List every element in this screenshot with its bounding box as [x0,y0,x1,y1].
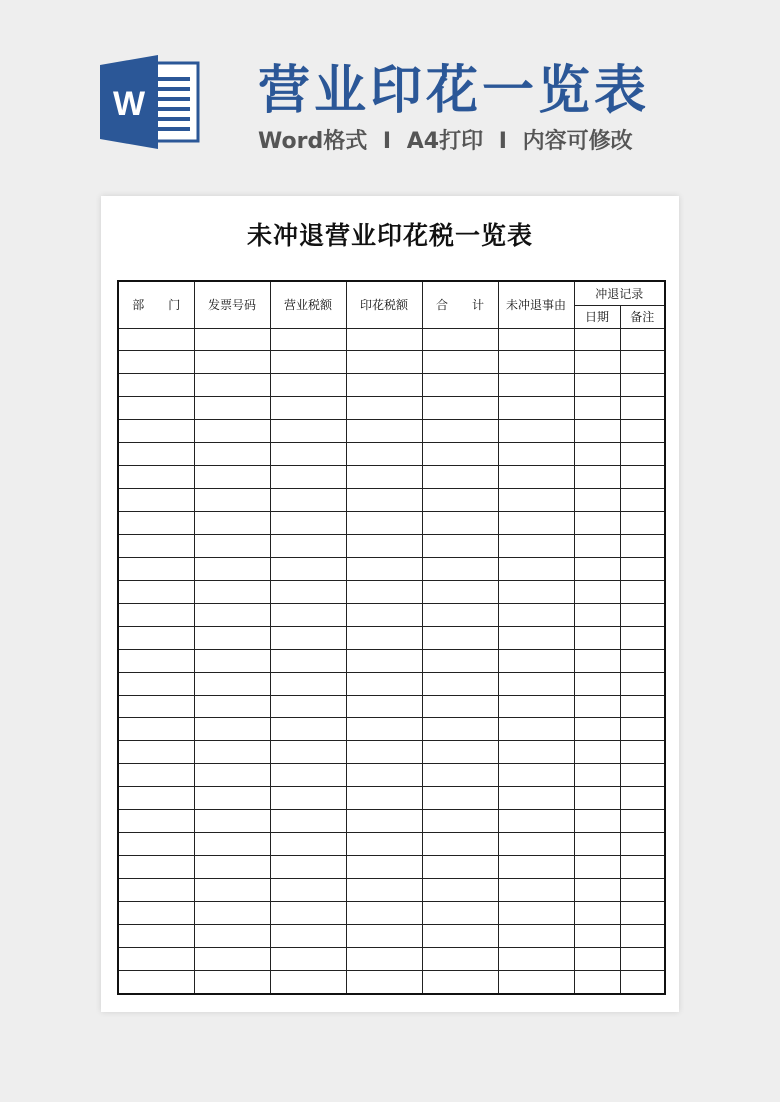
table-cell[interactable] [194,833,270,856]
table-cell[interactable] [422,856,498,879]
table-cell[interactable] [620,695,665,718]
table-cell[interactable] [346,970,422,994]
table-cell[interactable] [118,856,194,879]
table-row [118,466,665,489]
table-cell[interactable] [574,741,620,764]
table-cell[interactable] [118,787,194,810]
table-cell[interactable] [194,443,270,466]
table-cell[interactable] [118,466,194,489]
table-cell[interactable] [498,466,574,489]
document-page [101,196,679,1012]
table-cell[interactable] [270,833,346,856]
table-cell[interactable] [118,649,194,672]
table-cell[interactable] [346,810,422,833]
table-cell[interactable] [574,626,620,649]
table-cell[interactable] [620,924,665,947]
table-cell[interactable] [574,856,620,879]
table-cell[interactable] [118,489,194,512]
table-cell[interactable] [346,672,422,695]
table-cell[interactable] [498,351,574,374]
table-cell[interactable] [346,649,422,672]
table-cell[interactable] [498,901,574,924]
table-cell[interactable] [194,810,270,833]
table-row [118,833,665,856]
table-cell[interactable] [422,970,498,994]
table-cell[interactable] [346,351,422,374]
table-cell[interactable] [574,879,620,902]
table-cell[interactable] [118,512,194,535]
table-body [118,328,665,994]
table-row [118,649,665,672]
table-cell[interactable] [620,534,665,557]
table-cell[interactable] [498,741,574,764]
table-cell[interactable] [498,557,574,580]
table-cell[interactable] [346,787,422,810]
table-cell[interactable] [194,879,270,902]
table-cell[interactable] [118,672,194,695]
table-cell[interactable] [346,924,422,947]
table-cell[interactable] [620,901,665,924]
table-cell[interactable] [194,534,270,557]
table-cell[interactable] [194,466,270,489]
table-cell[interactable] [498,420,574,443]
table-cell[interactable] [270,420,346,443]
table-cell[interactable] [118,626,194,649]
table-cell[interactable] [498,603,574,626]
table-cell[interactable] [574,718,620,741]
table-cell[interactable] [498,443,574,466]
table-cell[interactable] [498,879,574,902]
table-cell[interactable] [498,833,574,856]
table-cell[interactable] [620,856,665,879]
table-cell[interactable] [270,787,346,810]
table-cell[interactable] [620,328,665,351]
col-header-remark: 备注 [620,305,665,328]
table-cell[interactable] [118,328,194,351]
table-cell[interactable] [422,901,498,924]
table-row [118,580,665,603]
table-cell[interactable] [498,489,574,512]
table-cell[interactable] [498,718,574,741]
table-cell[interactable] [270,534,346,557]
table-cell[interactable] [270,970,346,994]
table-cell[interactable] [422,787,498,810]
table-cell[interactable] [270,718,346,741]
table-cell[interactable] [270,947,346,970]
table-cell[interactable] [574,420,620,443]
table-cell[interactable] [346,718,422,741]
table-cell[interactable] [118,695,194,718]
table-cell[interactable] [620,443,665,466]
table-cell[interactable] [620,351,665,374]
table-cell[interactable] [346,557,422,580]
table-cell[interactable] [118,970,194,994]
subtitle-format: Word格式 [258,129,368,154]
table-cell[interactable] [422,512,498,535]
table-row [118,718,665,741]
table-cell[interactable] [620,512,665,535]
table-cell[interactable] [346,397,422,420]
table-cell[interactable] [346,856,422,879]
table-cell[interactable] [620,649,665,672]
table-cell[interactable] [574,649,620,672]
table-cell[interactable] [118,901,194,924]
table-cell[interactable] [620,718,665,741]
col-header-reason: 未冲退事由 [498,281,574,328]
table-cell[interactable] [574,764,620,787]
table-cell[interactable] [422,649,498,672]
table-row [118,351,665,374]
table-cell[interactable] [270,856,346,879]
table-cell[interactable] [346,741,422,764]
table-cell[interactable] [194,901,270,924]
table-cell[interactable] [620,397,665,420]
table-cell[interactable] [346,489,422,512]
table-cell[interactable] [574,810,620,833]
table-cell[interactable] [194,489,270,512]
table-cell[interactable] [620,420,665,443]
table-cell[interactable] [620,672,665,695]
table-cell[interactable] [422,947,498,970]
table-cell[interactable] [194,580,270,603]
page-subtitle [258,124,633,155]
table-cell[interactable] [574,374,620,397]
col-header-refund-record: 冲退记录 [574,281,665,305]
page-title: 营业印花一览表 [258,61,651,121]
table-cell[interactable] [346,901,422,924]
table-cell[interactable] [346,466,422,489]
table-row [118,626,665,649]
table-row [118,443,665,466]
table-cell[interactable] [118,351,194,374]
table-cell[interactable] [194,649,270,672]
col-header-stamp-tax: 印花税额 [346,281,422,328]
table-row [118,970,665,994]
table-cell[interactable] [498,534,574,557]
table-cell[interactable] [270,695,346,718]
table-cell[interactable] [194,787,270,810]
table-cell[interactable] [118,833,194,856]
table-cell[interactable] [194,924,270,947]
subtitle-separator: I [382,129,392,154]
table-cell[interactable] [620,580,665,603]
col-header-date: 日期 [574,305,620,328]
table-cell[interactable] [498,328,574,351]
table-cell[interactable] [346,534,422,557]
table-cell[interactable] [118,603,194,626]
table-cell[interactable] [620,879,665,902]
table-cell[interactable] [194,397,270,420]
table-cell[interactable] [346,603,422,626]
table-cell[interactable] [498,924,574,947]
table-cell[interactable] [194,420,270,443]
col-header-business-tax: 营业税额 [270,281,346,328]
table-row [118,420,665,443]
table-row [118,764,665,787]
table-cell[interactable] [270,901,346,924]
table-cell[interactable] [498,787,574,810]
table-cell[interactable] [574,580,620,603]
table-cell[interactable] [270,672,346,695]
table-cell[interactable] [118,947,194,970]
tax-table [117,280,666,995]
table-cell[interactable] [620,489,665,512]
table-cell[interactable] [574,397,620,420]
table-cell[interactable] [346,947,422,970]
table-cell[interactable] [498,626,574,649]
table-cell[interactable] [498,970,574,994]
table-cell[interactable] [270,374,346,397]
table-cell[interactable] [118,924,194,947]
table-row [118,328,665,351]
header [0,0,780,190]
table-cell[interactable] [194,718,270,741]
table-cell[interactable] [422,466,498,489]
table-cell[interactable] [270,924,346,947]
table-cell[interactable] [346,328,422,351]
table-row [118,947,665,970]
table-cell[interactable] [620,833,665,856]
table-row [118,787,665,810]
table-cell[interactable] [346,626,422,649]
table-cell[interactable] [574,924,620,947]
table-cell[interactable] [574,557,620,580]
table-cell[interactable] [194,626,270,649]
table-cell[interactable] [422,397,498,420]
table-cell[interactable] [422,741,498,764]
table-cell[interactable] [422,879,498,902]
table-cell[interactable] [118,443,194,466]
table-cell[interactable] [194,970,270,994]
table-cell[interactable] [194,672,270,695]
table-cell[interactable] [270,443,346,466]
col-header-invoice-number: 发票号码 [194,281,270,328]
table-cell[interactable] [574,695,620,718]
table-cell[interactable] [194,603,270,626]
table-cell[interactable] [574,970,620,994]
table-cell[interactable] [620,970,665,994]
table-cell[interactable] [270,603,346,626]
table-cell[interactable] [498,580,574,603]
table-cell[interactable] [346,695,422,718]
table-row [118,603,665,626]
table-cell[interactable] [118,534,194,557]
table-cell[interactable] [422,718,498,741]
table-cell[interactable] [270,351,346,374]
table-row [118,672,665,695]
table-cell[interactable] [620,626,665,649]
table-cell[interactable] [574,466,620,489]
table-cell[interactable] [574,512,620,535]
table-cell[interactable] [422,580,498,603]
table-cell[interactable] [118,374,194,397]
table-cell[interactable] [346,833,422,856]
table-cell[interactable] [118,741,194,764]
table-cell[interactable] [422,764,498,787]
table-cell[interactable] [620,466,665,489]
table-cell[interactable] [574,534,620,557]
table-cell[interactable] [270,879,346,902]
table-cell[interactable] [346,512,422,535]
logo-letter: W [112,85,146,123]
table-cell[interactable] [118,879,194,902]
table-cell[interactable] [194,856,270,879]
table-cell[interactable] [194,328,270,351]
col-header-department: 部 门 [118,281,194,328]
table-cell[interactable] [346,420,422,443]
table-cell[interactable] [498,810,574,833]
table-cell[interactable] [620,603,665,626]
table-cell[interactable] [620,947,665,970]
table-cell[interactable] [422,833,498,856]
table-cell[interactable] [620,557,665,580]
table-cell[interactable] [422,810,498,833]
table-cell[interactable] [194,351,270,374]
table-cell[interactable] [498,649,574,672]
table-cell[interactable] [620,741,665,764]
table-row [118,924,665,947]
table-cell[interactable] [498,672,574,695]
table-cell[interactable] [270,489,346,512]
table-cell[interactable] [270,764,346,787]
table-row [118,374,665,397]
table-cell[interactable] [498,947,574,970]
table-cell[interactable] [422,443,498,466]
subtitle-separator: I [498,129,507,154]
table-cell[interactable] [270,466,346,489]
table-cell[interactable] [194,741,270,764]
table-cell[interactable] [270,512,346,535]
table-cell[interactable] [422,924,498,947]
table-row [118,695,665,718]
table-cell[interactable] [194,764,270,787]
table-cell[interactable] [346,764,422,787]
table-cell[interactable] [574,443,620,466]
table-cell[interactable] [574,328,620,351]
table-cell[interactable] [620,764,665,787]
table-cell[interactable] [270,741,346,764]
table-cell[interactable] [194,512,270,535]
table-row [118,557,665,580]
table-row [118,901,665,924]
table-cell[interactable] [270,810,346,833]
table-cell[interactable] [620,374,665,397]
subtitle-editable: 内容可修改 [522,129,633,154]
table-row [118,879,665,902]
table-cell[interactable] [620,787,665,810]
table-cell[interactable] [346,443,422,466]
table-cell[interactable] [270,626,346,649]
table-cell[interactable] [498,397,574,420]
table-cell[interactable] [118,718,194,741]
table-row [118,856,665,879]
table-cell[interactable] [422,489,498,512]
subtitle-print: A4打印 [406,129,484,154]
table-cell[interactable] [574,672,620,695]
table-cell[interactable] [270,649,346,672]
table-cell[interactable] [620,810,665,833]
table-cell[interactable] [346,879,422,902]
table-cell[interactable] [194,695,270,718]
table-cell[interactable] [422,603,498,626]
table-cell[interactable] [422,328,498,351]
table-cell[interactable] [346,580,422,603]
table-cell[interactable] [498,764,574,787]
table-cell[interactable] [422,374,498,397]
table-cell[interactable] [498,856,574,879]
table-cell[interactable] [194,947,270,970]
table-cell[interactable] [118,810,194,833]
table-row [118,512,665,535]
table-cell[interactable] [574,351,620,374]
table-cell[interactable] [574,489,620,512]
table-cell[interactable] [574,833,620,856]
table-cell[interactable] [422,695,498,718]
table-cell[interactable] [498,512,574,535]
table-cell[interactable] [118,557,194,580]
table-cell[interactable] [422,534,498,557]
table-cell[interactable] [270,397,346,420]
table-cell[interactable] [422,557,498,580]
table-cell[interactable] [422,420,498,443]
table-cell[interactable] [498,374,574,397]
col-header-total: 合 计 [422,281,498,328]
table-cell[interactable] [498,695,574,718]
table-cell[interactable] [118,420,194,443]
table-cell[interactable] [270,328,346,351]
word-icon [100,55,200,149]
table-cell[interactable] [118,580,194,603]
table-cell[interactable] [194,374,270,397]
table-row [118,534,665,557]
document-title: 未冲退营业印花税一览表 [246,221,533,250]
table-cell[interactable] [118,764,194,787]
table-cell[interactable] [574,901,620,924]
table-row [118,489,665,512]
table-cell[interactable] [346,374,422,397]
table-row [118,741,665,764]
table-cell[interactable] [270,580,346,603]
table-cell[interactable] [422,672,498,695]
table-cell[interactable] [422,626,498,649]
table-row [118,810,665,833]
table-cell[interactable] [422,351,498,374]
table-cell[interactable] [194,557,270,580]
table-cell[interactable] [270,557,346,580]
table-cell[interactable] [574,603,620,626]
table-cell[interactable] [118,397,194,420]
table-row [118,397,665,420]
table-cell[interactable] [574,787,620,810]
table-cell[interactable] [574,947,620,970]
